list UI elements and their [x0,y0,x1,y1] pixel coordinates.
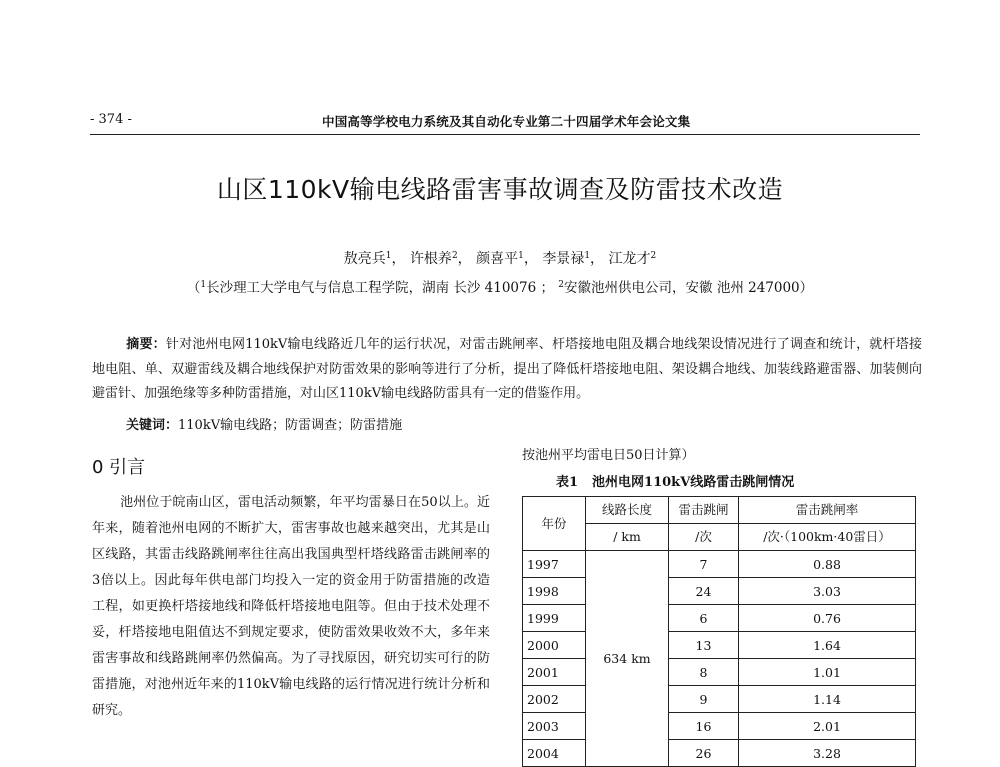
table-row [523,551,916,578]
cell-rate: 3.03 [739,578,916,605]
author-name: 许根养 [409,251,452,267]
table-row [523,740,916,767]
cell-rate: 2.01 [739,713,916,740]
header-year: 年份 [523,497,586,551]
cell-year: 2004 [523,740,586,767]
table-row [523,659,916,686]
cell-year: 2002 [523,686,586,713]
cell-year: 2003 [523,713,586,740]
cell-year: 2000 [523,632,586,659]
affiliations: （$^1$长沙理工大学电气与信息工程学院，湖南 长沙 410076 ； $^2$安徽池州供电公司，安徽 池州 247000） [186,280,814,296]
cell-year: 2001 [523,659,586,686]
paper-title: 山区110kV输电线路雷害事故调查及防雷技术改造 [216,175,784,204]
header-trips: 雷击跳闸 [669,497,739,524]
cell-trips: 7 [669,551,739,578]
table-row [523,686,916,713]
intro-text: 池州位于皖南山区，雷电活动频繁，年平均雷暴日在50以上。近年来，随着池州电网的不断扩大，雷害事故也越来越突出，尤其是山区线路，其雷击线路跳闸率往往高出我国典型杆塔线路雷击跳闸率的3倍以上。因此每年供电部门均投入一定的资金用于防雷措施的改造工程，如更换杆塔接地线和降低杆塔接地电阻等。但由于技术处理不妥，杆塔接地电阻值达不到规定要求，使防雷效果收效不大，多年来雷害事故和线路跳闸率仍然偏高。为了寻找原因，研究切实可行的防雷措施，对池州近年来的110kV输电线路的运行情况进行统计分析和研究。 [92,495,490,718]
cell-trips: 8 [669,659,739,686]
cell-trips: 9 [669,686,739,713]
author-affil-mark: 1 [385,251,392,261]
page-number: - 374 - [90,112,132,127]
header-rate-unit: /次·（100km·40雷日） [739,524,916,551]
cell-rate: 1.14 [739,686,916,713]
header-length-unit: / km [586,524,669,551]
cell-rate: 1.01 [739,659,916,686]
right-column-note: 按池州平均雷电日50日计算） [522,448,695,463]
affil-mark: 2 [558,280,565,290]
keywords-text: 110kV输电线路；防雷调查；防雷措施 [178,418,403,433]
table-title: 池州电网110kV线路雷击跳闸情况 [592,475,795,490]
cell-rate: 0.88 [739,551,916,578]
cell-rate: 3.28 [739,740,916,767]
cell-rate: 1.64 [739,632,916,659]
conference-title: 中国高等学校电力系统及其自动化专业第二十四届学术年会论文集 [322,114,691,129]
running-head [90,112,920,135]
author-list: 敖亮兵$^1$， 许根养$^2$， 颜喜平$^1$， 李景禄$^1$， 江龙才$^2$ [343,251,657,267]
abstract-text: 针对池州电网110kV输电线路近几年的运行状况，对雷击跳闸率、杆塔接地电阻及耦合地线架设情况进行了调查和统计，就杆塔接地电阻、单、双避雷线及耦合地线保护对防雷效果的影响等进行了分析，提出了降低杆塔接地电阻、架设耦合地线、加装线路避雷器、加装侧向避雷针、加强绝缘等多种防雷措施，对山区110kV输电线路防雷具有一定的借鉴作用。 [92,337,922,401]
author-affil-mark: 1 [518,251,524,261]
cell-trips: 13 [669,632,739,659]
section-heading: 0 引言 [92,457,146,478]
keywords-label: 关键词： [126,418,179,433]
header-trips-unit: /次 [669,524,739,551]
author-affil-mark: 1 [584,251,591,261]
section-paragraph [92,490,490,724]
affiliation-1: 长沙理工大学电气与信息工程学院，湖南 长沙 410076 [206,280,537,296]
table-number: 表1 [556,475,579,490]
author-affil-mark: 2 [451,251,458,261]
author-name: 敖亮兵 [343,251,386,267]
cell-rate: 0.76 [739,605,916,632]
keywords [126,414,402,433]
author-affil-mark: 2 [650,251,657,261]
table-caption [556,471,794,490]
cell-trips: 6 [669,605,739,632]
cell-trips: 24 [669,578,739,605]
lightning-trip-table [522,496,916,767]
cell-line-length: 634 km [586,551,669,767]
table-row [523,713,916,740]
header-rate: 雷击跳闸率 [739,497,916,524]
author-name: 李景禄 [542,251,585,267]
author-name: 颜喜平 [476,251,519,267]
author-name: 江龙才 [608,251,651,267]
table-row [523,578,916,605]
abstract [92,333,922,407]
abstract-label: 摘要： [126,337,166,352]
table-row [523,632,916,659]
cell-year: 1999 [523,605,586,632]
cell-trips: 26 [669,740,739,767]
table-row [523,605,916,632]
header-length: 线路长度 [586,497,669,524]
affiliation-2: 安徽池州供电公司，安徽 池州 247000 [564,280,800,296]
cell-year: 1998 [523,578,586,605]
cell-year: 1997 [523,551,586,578]
affil-mark: 1 [200,280,207,290]
cell-trips: 16 [669,713,739,740]
